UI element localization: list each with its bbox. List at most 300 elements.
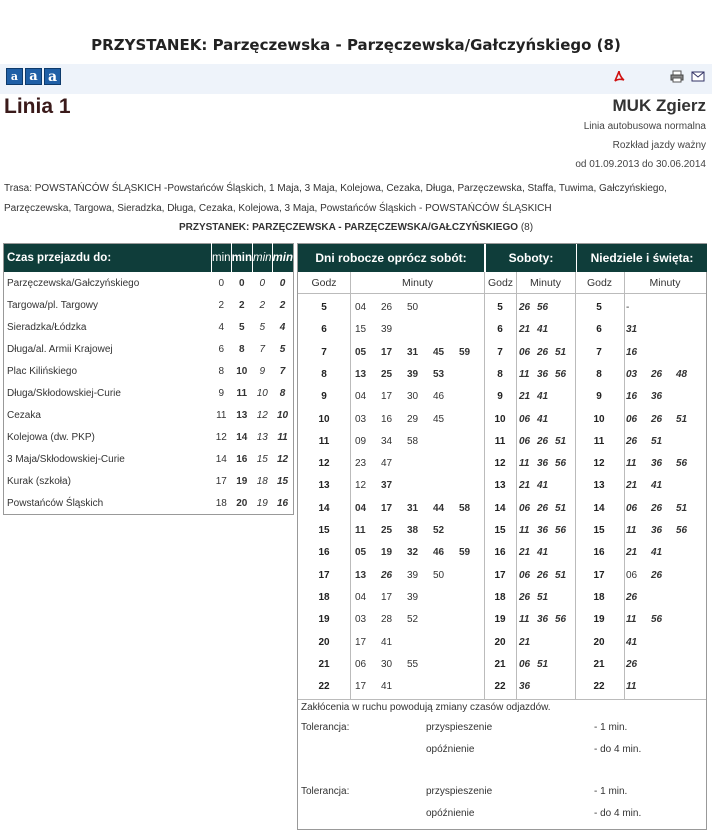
saturdays-minute: 26	[537, 346, 549, 358]
sundays-minute: 11	[626, 525, 637, 536]
saturdays-minute: 26	[519, 591, 531, 603]
saturdays-minute: 36	[537, 458, 549, 470]
travel-stop-name: Długa/Skłodowskiej-Curie	[7, 387, 121, 399]
tolerance-value: - do 4 min.	[594, 808, 642, 819]
min-header-3: min	[253, 244, 273, 273]
sundays-hour: 18	[593, 591, 605, 603]
travel-time-value: 12	[276, 453, 289, 465]
stop-heading-name: PRZYSTANEK: PARZĘCZEWSKA - PARZĘCZEWSKA/GAŁCZYŃSKIEGO	[178, 222, 519, 233]
sundays-minute: 36	[651, 458, 663, 470]
weekdays-minute: 55	[407, 658, 419, 670]
travel-time-value: 8	[279, 387, 286, 399]
weekdays-hour-label: Godz	[298, 272, 350, 294]
travel-stop-name: Sieradzka/Łódzka	[7, 321, 87, 333]
saturdays-minute: 06	[519, 502, 531, 514]
weekdays-hour: 13	[318, 480, 330, 492]
saturdays-minute: 51	[537, 658, 549, 670]
weekdays-minute: 59	[459, 547, 471, 559]
sundays-minute: 51	[676, 502, 688, 514]
weekdays-minute: 34	[381, 435, 393, 447]
saturdays-hour: 19	[494, 614, 506, 626]
sundays-minute: 48	[676, 368, 688, 380]
min-header-4: min	[272, 244, 293, 273]
tolerance-label: Tolerancja:	[301, 722, 350, 733]
weekdays-minute: 03	[355, 413, 367, 425]
tolerance-type: przyspieszenie	[426, 786, 493, 797]
travel-time-value: 8	[239, 343, 245, 355]
weekdays-minute: 06	[355, 658, 367, 670]
saturdays-minute: 51	[537, 591, 549, 603]
saturdays-hour: 17	[494, 569, 506, 581]
saturdays-minute: 21	[519, 391, 531, 403]
travel-time-value: 18	[256, 475, 268, 487]
travel-time-value: 4	[279, 321, 286, 333]
sundays-hour: 6	[596, 324, 602, 336]
travel-time-value: 2	[218, 299, 225, 311]
saturdays-hour: 9	[497, 391, 503, 403]
weekdays-minute: 50	[407, 302, 419, 313]
saturdays-minute: 56	[537, 302, 549, 313]
saturdays-minute: 06	[519, 658, 531, 670]
weekdays-minute: 05	[355, 346, 367, 358]
travel-time-value: 18	[215, 497, 227, 509]
sundays-hour-label: Godz	[575, 272, 624, 294]
weekdays-minute: 17	[355, 681, 367, 693]
weekdays-hour: 19	[318, 614, 330, 626]
stop-heading-number: (8)	[520, 222, 534, 233]
weekdays-minute: 09	[355, 435, 367, 447]
saturdays-minute: 51	[555, 346, 567, 358]
weekdays-minute: 38	[407, 525, 419, 536]
travel-row	[4, 294, 294, 316]
min-header-2: min	[231, 244, 252, 273]
travel-time-value: 0	[218, 277, 225, 289]
min-header-1: min	[212, 244, 232, 273]
travel-row	[4, 492, 294, 515]
weekdays-hour: 18	[318, 591, 330, 603]
weekdays-minute: 26	[381, 569, 393, 581]
travel-stop-name: Kolejowa (dw. PKP)	[7, 431, 95, 443]
weekdays-hour: 20	[318, 636, 330, 648]
saturdays-minute: 41	[537, 547, 549, 559]
weekdays-minute: 39	[407, 569, 419, 581]
sundays-minute: 51	[676, 413, 688, 425]
travel-time-value: 2	[259, 299, 266, 311]
toolbar	[0, 64, 712, 94]
travel-time-value: 10	[276, 409, 289, 421]
weekdays-minute: 13	[355, 368, 367, 380]
travel-time-value: 5	[239, 321, 245, 333]
sundays-hour: 22	[593, 681, 605, 693]
travel-time-value: 0	[279, 277, 286, 289]
stop-heading	[0, 222, 712, 233]
weekdays-minute: 25	[381, 368, 393, 380]
weekdays-minute: 46	[433, 391, 445, 403]
tolerance-value: - do 4 min.	[594, 744, 642, 755]
saturdays-hour: 21	[494, 658, 506, 670]
sundays-hour: 9	[596, 391, 602, 403]
saturdays-minute: 56	[555, 614, 567, 626]
travel-time-value: 10	[236, 365, 248, 377]
weekdays-minute: 52	[407, 614, 419, 626]
weekdays-hour: 15	[318, 525, 330, 536]
line-title: Linia 1	[4, 95, 71, 118]
weekdays-minute: 47	[381, 458, 393, 470]
weekdays-minute: 52	[433, 525, 445, 536]
travel-stop-name: Kurak (szkoła)	[7, 475, 71, 487]
tolerance-label: Tolerancja:	[301, 786, 350, 797]
sundays-hour: 15	[593, 525, 605, 536]
sundays-minute: 26	[651, 502, 663, 514]
travel-time-value: 2	[279, 299, 286, 311]
saturdays-hour: 10	[494, 413, 506, 425]
weekdays-minute: 58	[459, 502, 471, 514]
weekdays-minute: 28	[381, 614, 393, 626]
travel-row	[4, 316, 294, 338]
tolerance-value: - 1 min.	[594, 722, 628, 733]
saturdays-minutes-label: Minuty	[516, 272, 575, 294]
weekdays-minute: 04	[355, 502, 367, 514]
saturdays-minute: 51	[555, 569, 567, 581]
saturdays-minute: 11	[519, 458, 530, 470]
weekdays-minute: 59	[459, 346, 471, 358]
saturdays-minute: 06	[519, 413, 531, 425]
saturdays-minute: 11	[519, 525, 530, 536]
sundays-minute: 41	[651, 480, 663, 492]
saturdays-minute: 11	[519, 614, 530, 626]
sundays-minute: 21	[626, 480, 638, 492]
sundays-minute: 06	[626, 413, 638, 425]
weekdays-minute: 17	[381, 391, 393, 403]
weekdays-hour: 16	[318, 547, 330, 559]
travel-time-value: 15	[276, 475, 289, 487]
column-divider	[624, 272, 625, 699]
weekdays-minute: 58	[407, 435, 419, 447]
weekdays-minute: 30	[407, 391, 419, 403]
travel-time-value: 15	[256, 453, 268, 465]
saturdays-minute: 06	[519, 569, 531, 581]
travel-time-value: 13	[256, 431, 268, 443]
sundays-minute: 36	[651, 391, 663, 403]
sundays-minute: 06	[626, 569, 638, 581]
saturdays-minute: 41	[537, 391, 549, 403]
weekdays-minute: 53	[433, 368, 445, 380]
sundays-minute: 16	[626, 346, 638, 358]
travel-time-value: 16	[236, 453, 248, 465]
saturdays-minute: 26	[537, 569, 549, 581]
travel-row	[4, 426, 294, 448]
sundays-minute: 51	[651, 435, 663, 447]
saturdays-minute: 36	[537, 525, 549, 536]
saturdays-hour: 22	[494, 681, 506, 693]
saturdays-minute: 21	[519, 324, 531, 336]
weekdays-minute: 39	[407, 368, 419, 380]
weekdays-minute: 46	[433, 547, 445, 559]
tolerance-type: przyspieszenie	[426, 722, 493, 733]
saturdays-hour: 8	[497, 368, 503, 380]
travel-row	[4, 470, 294, 492]
sundays-minute: -	[626, 302, 630, 313]
travel-time-value: 0	[259, 277, 266, 289]
weekdays-minute: 17	[381, 591, 393, 603]
sundays-minute: 26	[651, 368, 663, 380]
saturdays-hour: 5	[497, 302, 503, 313]
weekdays-minute: 11	[355, 525, 366, 536]
weekdays-minute: 04	[355, 302, 367, 313]
saturdays-hour: 7	[497, 346, 503, 358]
travel-time-value: 9	[218, 387, 225, 399]
travel-row	[4, 404, 294, 426]
saturdays-minute: 51	[555, 502, 567, 514]
weekdays-minutes-label: Minuty	[350, 272, 485, 294]
weekdays-minute: 16	[381, 413, 393, 425]
travel-time-value: 12	[256, 409, 268, 421]
tolerance-type: opóźnienie	[426, 744, 475, 755]
weekdays-minute: 25	[381, 525, 393, 536]
saturdays-header: Soboty:	[485, 244, 576, 272]
sundays-minute: 36	[651, 525, 663, 536]
travel-time-value: 13	[236, 409, 248, 421]
weekdays-minute: 37	[381, 480, 393, 492]
travel-row	[4, 382, 294, 404]
saturdays-minute: 56	[555, 368, 567, 380]
travel-row	[4, 272, 294, 294]
weekdays-minute: 41	[381, 681, 393, 693]
column-divider	[575, 272, 576, 699]
saturdays-minute: 06	[519, 346, 531, 358]
travel-time-value: 17	[215, 475, 227, 487]
travel-time-value: 10	[256, 387, 268, 399]
travel-time-value: 6	[218, 343, 225, 355]
sundays-minutes-label: Minuty	[624, 272, 706, 294]
travel-time-value: 0	[239, 277, 245, 289]
sundays-hour: 12	[593, 458, 605, 470]
travel-stop-name: 3 Maja/Skłodowskiej-Curie	[7, 453, 125, 465]
weekdays-hour: 14	[318, 502, 330, 514]
sundays-hour: 7	[596, 346, 602, 358]
weekdays-minute: 17	[381, 346, 393, 358]
travel-time-value: 8	[218, 365, 225, 377]
pdf-icon[interactable]	[612, 70, 626, 83]
sundays-minute: 11	[626, 614, 637, 626]
travel-time-value: 19	[256, 497, 268, 509]
travel-time-value: 7	[259, 343, 266, 355]
saturdays-minute: 51	[555, 435, 567, 447]
saturdays-hour: 18	[494, 591, 506, 603]
travel-time-value: 19	[236, 475, 248, 487]
weekdays-minute: 29	[407, 413, 419, 425]
saturdays-hour: 20	[494, 636, 506, 648]
weekdays-minute: 17	[355, 636, 367, 648]
saturdays-hour: 11	[494, 435, 506, 447]
saturdays-minute: 56	[555, 525, 567, 536]
notes-divider	[298, 699, 706, 700]
weekdays-minute: 31	[407, 502, 419, 514]
weekdays-minute: 17	[381, 502, 393, 514]
sundays-hour: 14	[593, 502, 605, 514]
weekdays-hour: 5	[321, 302, 327, 313]
sundays-minute: 26	[626, 435, 638, 447]
saturdays-hour: 15	[494, 525, 506, 536]
weekdays-minute: 41	[381, 636, 393, 648]
weekdays-minute: 31	[407, 346, 419, 358]
weekdays-minute: 26	[381, 302, 393, 313]
saturdays-minute: 36	[537, 614, 549, 626]
weekdays-minute: 30	[381, 658, 393, 670]
tolerance-value: - 1 min.	[594, 786, 628, 797]
saturdays-hour-label: Godz	[485, 272, 516, 294]
travel-time-value: 4	[218, 321, 225, 333]
sundays-hour: 11	[593, 435, 605, 447]
sundays-minute: 06	[626, 502, 638, 514]
saturdays-hour: 12	[494, 458, 506, 470]
weekdays-hour: 21	[318, 658, 330, 670]
disruption-note: Zakłócenia w ruchu powodują zmiany czasów odjazdów.	[301, 702, 551, 713]
saturdays-minute: 36	[537, 368, 549, 380]
travel-time-value: 14	[215, 453, 227, 465]
weekdays-minute: 04	[355, 391, 367, 403]
sundays-hour: 20	[593, 636, 605, 648]
sundays-hour: 21	[593, 658, 605, 670]
font-size-large-button[interactable]: a	[44, 68, 61, 85]
weekdays-hour: 17	[318, 569, 330, 581]
sundays-hour: 19	[593, 614, 605, 626]
saturdays-minute: 41	[537, 413, 549, 425]
font-size-medium-button[interactable]: a	[25, 68, 42, 85]
weekdays-hour: 8	[321, 368, 327, 380]
weekdays-minute: 03	[355, 614, 367, 626]
travel-time-value: 5	[279, 343, 286, 355]
weekdays-minute: 50	[433, 569, 445, 581]
departure-timetable	[297, 243, 707, 830]
sundays-minute: 31	[626, 324, 638, 336]
sundays-minute: 56	[676, 458, 688, 470]
saturdays-minute: 11	[519, 368, 530, 380]
sundays-minute: 26	[651, 569, 663, 581]
weekdays-minute: 15	[355, 324, 367, 336]
travel-time-value: 2	[239, 299, 245, 311]
operator-name: MUK Zgierz	[612, 96, 706, 115]
print-icon[interactable]	[670, 70, 684, 83]
travel-time-value: 20	[236, 497, 248, 509]
font-size-small-button[interactable]: a	[6, 68, 23, 85]
sundays-minute: 21	[626, 547, 638, 559]
travel-header: Czas przejazdu do:	[4, 244, 212, 273]
travel-time-value: 11	[216, 409, 227, 421]
route-description: Trasa: POWSTAŃCÓW ŚLĄSKICH -Powstańców Śląskich, 1 Maja, 3 Maja, Kolejowa, Cezaka, Długa, Parzęczewska, Staffa, Tuwima, Gałczyńskiego, Parzęczewska, Targowa, Sieradzka, Długa, Cezaka, Kolejowa, 3 Maja, Powstańców Śląskich - POWSTAŃCÓW ŚLĄSKICH	[4, 183, 667, 214]
weekdays-minute: 05	[355, 547, 367, 559]
weekdays-hour: 11	[318, 435, 330, 447]
sundays-hour: 16	[593, 547, 605, 559]
weekdays-minute: 45	[433, 346, 445, 358]
weekdays-hour: 9	[321, 391, 327, 403]
weekdays-minute: 39	[407, 591, 419, 603]
travel-time-value: 9	[259, 365, 266, 377]
sundays-minute: 16	[626, 391, 638, 403]
saturdays-hour: 13	[494, 480, 506, 492]
saturdays-minute: 56	[555, 458, 567, 470]
saturdays-minute: 06	[519, 435, 531, 447]
travel-stop-name: Długa/al. Armii Krajowej	[7, 343, 113, 355]
tolerance-type: opóźnienie	[426, 808, 475, 819]
travel-row	[4, 338, 294, 360]
sundays-hour: 17	[593, 569, 605, 581]
travel-stop-name: Parzęczewska/Gałczyńskiego	[7, 277, 140, 289]
weekdays-hour: 6	[321, 324, 327, 336]
weekdays-minute: 04	[355, 591, 367, 603]
saturdays-minute: 21	[519, 547, 531, 559]
weekdays-hour: 22	[318, 681, 330, 693]
travel-time-value: 12	[215, 431, 227, 443]
weekdays-minute: 39	[381, 324, 393, 336]
travel-time-value: 14	[236, 431, 248, 443]
sundays-hour: 8	[596, 368, 602, 380]
saturdays-hour: 6	[497, 324, 503, 336]
weekdays-minute: 23	[355, 458, 367, 470]
sundays-minute: 03	[626, 368, 638, 380]
sundays-minute: 56	[651, 614, 663, 626]
sundays-minute: 26	[626, 591, 638, 603]
weekdays-minute: 44	[433, 502, 445, 514]
travel-time-value: 5	[259, 321, 266, 333]
saturdays-minute: 41	[537, 480, 549, 492]
travel-row	[4, 360, 294, 382]
sundays-hour: 13	[593, 480, 605, 492]
travel-row	[4, 448, 294, 470]
travel-stop-name: Plac Kilińskiego	[7, 365, 78, 377]
travel-time-table	[3, 243, 294, 515]
travel-time-value: 11	[277, 431, 288, 443]
travel-time-value: 16	[276, 497, 289, 509]
sundays-minute: 26	[651, 413, 663, 425]
saturdays-hour: 14	[494, 502, 506, 514]
travel-time-value: 7	[279, 365, 286, 377]
valid-label: Rozkład jazdy ważny	[612, 140, 706, 151]
saturdays-minute: 21	[519, 480, 531, 492]
page-title: PRZYSTANEK: Parzęczewska - Parzęczewska/Gałczyńskiego (8)	[91, 36, 621, 54]
weekdays-hour: 10	[318, 413, 330, 425]
weekdays-minute: 32	[407, 547, 419, 559]
weekdays-minute: 45	[433, 413, 445, 425]
sundays-hour: 10	[593, 413, 605, 425]
travel-stop-name: Cezaka	[7, 409, 41, 421]
column-divider	[350, 272, 351, 699]
email-icon[interactable]	[691, 70, 705, 83]
weekdays-hour: 7	[321, 346, 327, 358]
saturdays-hour: 16	[494, 547, 506, 559]
sundays-minute: 41	[626, 636, 638, 648]
sundays-minute: 56	[676, 525, 688, 536]
weekdays-hour: 12	[318, 458, 330, 470]
weekdays-minute: 12	[355, 480, 367, 492]
saturdays-minute: 41	[537, 324, 549, 336]
saturdays-minute: 26	[537, 502, 549, 514]
sundays-minute: 11	[626, 681, 637, 693]
sundays-hour: 5	[596, 302, 602, 313]
weekdays-minute: 19	[381, 547, 393, 559]
travel-time-value: 11	[236, 387, 248, 399]
saturdays-minute: 26	[537, 435, 549, 447]
travel-stop-name: Targowa/pl. Targowy	[7, 299, 98, 311]
weekdays-minute: 13	[355, 569, 367, 581]
travel-stop-name: Powstańców Śląskich	[7, 497, 104, 509]
valid-range: od 01.09.2013 do 30.06.2014	[575, 159, 706, 170]
saturdays-minute: 26	[519, 302, 531, 313]
sundays-minute: 11	[626, 458, 637, 470]
saturdays-minute: 36	[519, 681, 531, 693]
weekdays-header: Dni robocze oprócz sobót:	[298, 244, 484, 272]
sundays-minute: 26	[626, 658, 638, 670]
